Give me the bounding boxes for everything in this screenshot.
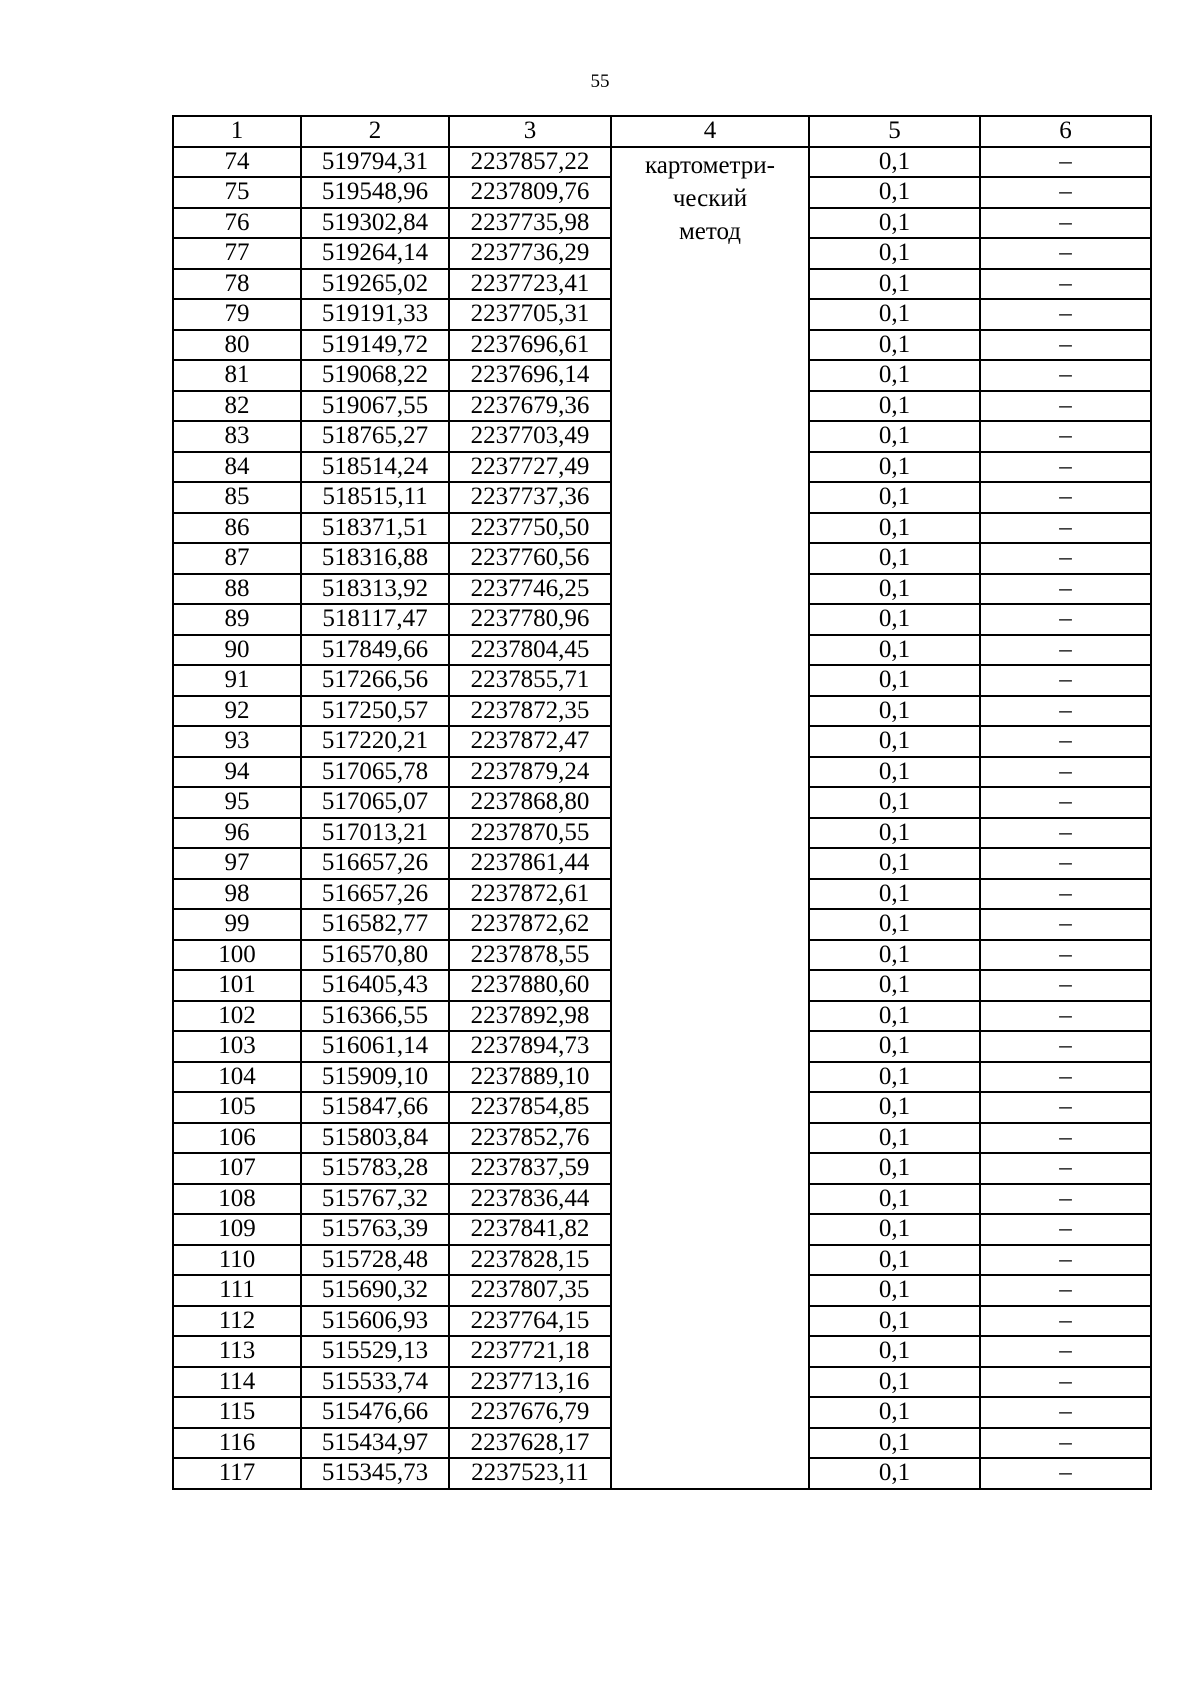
cell-x-coordinate: 516405,43 [301, 970, 449, 1001]
cell-point-number: 101 [173, 970, 301, 1001]
cell-point-number: 100 [173, 940, 301, 971]
cell-y-coordinate: 2237841,82 [449, 1214, 611, 1245]
cell-x-coordinate: 518313,92 [301, 574, 449, 605]
cell-accuracy: 0,1 [809, 482, 980, 513]
cell-y-coordinate: 2237854,85 [449, 1092, 611, 1123]
cell-point-number: 114 [173, 1367, 301, 1398]
cell-point-number: 89 [173, 604, 301, 635]
method-text-line: метод [678, 217, 741, 245]
cell-x-coordinate: 515767,32 [301, 1184, 449, 1215]
cell-x-coordinate: 517250,57 [301, 696, 449, 727]
cell-note: – [980, 177, 1151, 208]
cell-y-coordinate: 2237723,41 [449, 269, 611, 300]
table-row [173, 147, 1151, 178]
cell-y-coordinate: 2237868,80 [449, 787, 611, 818]
cell-note: – [980, 1092, 1151, 1123]
cell-x-coordinate: 516657,26 [301, 848, 449, 879]
cell-point-number: 79 [173, 299, 301, 330]
cell-accuracy: 0,1 [809, 391, 980, 422]
cell-x-coordinate: 518316,88 [301, 543, 449, 574]
coordinates-table [172, 115, 1152, 1490]
cell-point-number: 93 [173, 726, 301, 757]
cell-x-coordinate: 516366,55 [301, 1001, 449, 1032]
cell-x-coordinate: 515434,97 [301, 1428, 449, 1459]
cell-note: – [980, 1428, 1151, 1459]
cell-note: – [980, 391, 1151, 422]
cell-point-number: 104 [173, 1062, 301, 1093]
cell-point-number: 111 [173, 1275, 301, 1306]
cell-x-coordinate: 518117,47 [301, 604, 449, 635]
cell-y-coordinate: 2237894,73 [449, 1031, 611, 1062]
cell-note: – [980, 940, 1151, 971]
cell-x-coordinate: 515606,93 [301, 1306, 449, 1337]
cell-note: – [980, 604, 1151, 635]
table-body [173, 116, 1151, 1489]
header-cell-3: 3 [449, 116, 611, 147]
cell-point-number: 84 [173, 452, 301, 483]
cell-y-coordinate: 2237837,59 [449, 1153, 611, 1184]
cell-accuracy: 0,1 [809, 574, 980, 605]
header-cell-2: 2 [301, 116, 449, 147]
cell-x-coordinate: 516570,80 [301, 940, 449, 971]
cell-accuracy: 0,1 [809, 757, 980, 788]
cell-y-coordinate: 2237703,49 [449, 421, 611, 452]
cell-point-number: 116 [173, 1428, 301, 1459]
cell-point-number: 110 [173, 1245, 301, 1276]
cell-x-coordinate: 516582,77 [301, 909, 449, 940]
cell-point-number: 98 [173, 879, 301, 910]
cell-note: – [980, 1275, 1151, 1306]
header-row [173, 116, 1151, 147]
cell-note: – [980, 1397, 1151, 1428]
cell-y-coordinate: 2237676,79 [449, 1397, 611, 1428]
header-cell-1: 1 [173, 116, 301, 147]
cell-x-coordinate: 515533,74 [301, 1367, 449, 1398]
cell-accuracy: 0,1 [809, 421, 980, 452]
cell-accuracy: 0,1 [809, 635, 980, 666]
cell-x-coordinate: 515909,10 [301, 1062, 449, 1093]
cell-note: – [980, 757, 1151, 788]
cell-y-coordinate: 2237878,55 [449, 940, 611, 971]
cell-accuracy: 0,1 [809, 1214, 980, 1245]
cell-note: – [980, 1245, 1151, 1276]
cell-x-coordinate: 515783,28 [301, 1153, 449, 1184]
cell-accuracy: 0,1 [809, 726, 980, 757]
cell-x-coordinate: 515728,48 [301, 1245, 449, 1276]
cell-y-coordinate: 2237696,14 [449, 360, 611, 391]
cell-x-coordinate: 515803,84 [301, 1123, 449, 1154]
cell-x-coordinate: 517065,78 [301, 757, 449, 788]
cell-point-number: 106 [173, 1123, 301, 1154]
cell-accuracy: 0,1 [809, 1275, 980, 1306]
cell-point-number: 96 [173, 818, 301, 849]
cell-point-number: 88 [173, 574, 301, 605]
cell-note: – [980, 1123, 1151, 1154]
cell-point-number: 113 [173, 1336, 301, 1367]
cell-y-coordinate: 2237880,60 [449, 970, 611, 1001]
cell-accuracy: 0,1 [809, 879, 980, 910]
cell-note: – [980, 818, 1151, 849]
cell-note: – [980, 879, 1151, 910]
cell-accuracy: 0,1 [809, 238, 980, 269]
cell-point-number: 76 [173, 208, 301, 239]
cell-x-coordinate: 518765,27 [301, 421, 449, 452]
cell-note: – [980, 1214, 1151, 1245]
cell-note: – [980, 574, 1151, 605]
cell-note: – [980, 360, 1151, 391]
cell-x-coordinate: 519191,33 [301, 299, 449, 330]
cell-accuracy: 0,1 [809, 1092, 980, 1123]
cell-note: – [980, 1062, 1151, 1093]
cell-point-number: 77 [173, 238, 301, 269]
cell-point-number: 115 [173, 1397, 301, 1428]
cell-accuracy: 0,1 [809, 696, 980, 727]
cell-point-number: 95 [173, 787, 301, 818]
cell-point-number: 91 [173, 665, 301, 696]
cell-note: – [980, 299, 1151, 330]
cell-note: – [980, 208, 1151, 239]
cell-accuracy: 0,1 [809, 1336, 980, 1367]
cell-x-coordinate: 515690,32 [301, 1275, 449, 1306]
cell-x-coordinate: 516061,14 [301, 1031, 449, 1062]
cell-accuracy: 0,1 [809, 147, 980, 178]
cell-point-number: 94 [173, 757, 301, 788]
cell-point-number: 99 [173, 909, 301, 940]
cell-x-coordinate: 519302,84 [301, 208, 449, 239]
cell-y-coordinate: 2237889,10 [449, 1062, 611, 1093]
cell-y-coordinate: 2237872,47 [449, 726, 611, 757]
cell-note: – [980, 1184, 1151, 1215]
cell-accuracy: 0,1 [809, 1184, 980, 1215]
cell-point-number: 86 [173, 513, 301, 544]
cell-x-coordinate: 517849,66 [301, 635, 449, 666]
cell-note: – [980, 909, 1151, 940]
cell-y-coordinate: 2237746,25 [449, 574, 611, 605]
cell-accuracy: 0,1 [809, 330, 980, 361]
cell-note: – [980, 269, 1151, 300]
cell-point-number: 109 [173, 1214, 301, 1245]
cell-accuracy: 0,1 [809, 940, 980, 971]
cell-x-coordinate: 519264,14 [301, 238, 449, 269]
header-cell-6: 6 [980, 116, 1151, 147]
cell-y-coordinate: 2237836,44 [449, 1184, 611, 1215]
cell-y-coordinate: 2237735,98 [449, 208, 611, 239]
cell-y-coordinate: 2237809,76 [449, 177, 611, 208]
cell-accuracy: 0,1 [809, 787, 980, 818]
cell-point-number: 75 [173, 177, 301, 208]
cell-accuracy: 0,1 [809, 909, 980, 940]
cell-note: – [980, 238, 1151, 269]
cell-y-coordinate: 2237857,22 [449, 147, 611, 178]
method-text-line: картометри- [644, 151, 775, 179]
cell-x-coordinate: 519149,72 [301, 330, 449, 361]
cell-x-coordinate: 515529,13 [301, 1336, 449, 1367]
cell-point-number: 117 [173, 1458, 301, 1489]
cell-note: – [980, 513, 1151, 544]
method-text-line: ческий [672, 184, 748, 212]
cell-point-number: 90 [173, 635, 301, 666]
cell-accuracy: 0,1 [809, 665, 980, 696]
cell-x-coordinate: 517220,21 [301, 726, 449, 757]
cell-y-coordinate: 2237764,15 [449, 1306, 611, 1337]
cell-accuracy: 0,1 [809, 848, 980, 879]
cell-point-number: 83 [173, 421, 301, 452]
cell-note: – [980, 635, 1151, 666]
cell-y-coordinate: 2237727,49 [449, 452, 611, 483]
cell-x-coordinate: 518371,51 [301, 513, 449, 544]
cell-note: – [980, 1306, 1151, 1337]
header-cell-5: 5 [809, 116, 980, 147]
cell-accuracy: 0,1 [809, 299, 980, 330]
cell-x-coordinate: 517065,07 [301, 787, 449, 818]
cell-point-number: 92 [173, 696, 301, 727]
cell-y-coordinate: 2237852,76 [449, 1123, 611, 1154]
cell-y-coordinate: 2237628,17 [449, 1428, 611, 1459]
cell-accuracy: 0,1 [809, 177, 980, 208]
cell-accuracy: 0,1 [809, 1245, 980, 1276]
cell-y-coordinate: 2237892,98 [449, 1001, 611, 1032]
cell-x-coordinate: 518514,24 [301, 452, 449, 483]
cell-note: – [980, 1458, 1151, 1489]
cell-point-number: 102 [173, 1001, 301, 1032]
cell-accuracy: 0,1 [809, 1001, 980, 1032]
cell-note: – [980, 543, 1151, 574]
cell-y-coordinate: 2237855,71 [449, 665, 611, 696]
cell-y-coordinate: 2237828,15 [449, 1245, 611, 1276]
cell-accuracy: 0,1 [809, 1062, 980, 1093]
cell-x-coordinate: 519068,22 [301, 360, 449, 391]
cell-y-coordinate: 2237861,44 [449, 848, 611, 879]
cell-accuracy: 0,1 [809, 1306, 980, 1337]
cell-y-coordinate: 2237872,61 [449, 879, 611, 910]
cell-x-coordinate: 515345,73 [301, 1458, 449, 1489]
cell-point-number: 112 [173, 1306, 301, 1337]
cell-accuracy: 0,1 [809, 1031, 980, 1062]
cell-y-coordinate: 2237870,55 [449, 818, 611, 849]
cell-note: – [980, 482, 1151, 513]
cell-point-number: 87 [173, 543, 301, 574]
cell-y-coordinate: 2237737,36 [449, 482, 611, 513]
cell-x-coordinate: 517013,21 [301, 818, 449, 849]
cell-note: – [980, 696, 1151, 727]
cell-point-number: 78 [173, 269, 301, 300]
cell-y-coordinate: 2237872,35 [449, 696, 611, 727]
cell-accuracy: 0,1 [809, 970, 980, 1001]
cell-accuracy: 0,1 [809, 1458, 980, 1489]
cell-x-coordinate: 516657,26 [301, 879, 449, 910]
cell-x-coordinate: 517266,56 [301, 665, 449, 696]
cell-note: – [980, 787, 1151, 818]
cell-x-coordinate: 519067,55 [301, 391, 449, 422]
cell-point-number: 108 [173, 1184, 301, 1215]
cell-x-coordinate: 515847,66 [301, 1092, 449, 1123]
cell-point-number: 82 [173, 391, 301, 422]
cell-x-coordinate: 519265,02 [301, 269, 449, 300]
cell-accuracy: 0,1 [809, 452, 980, 483]
cell-y-coordinate: 2237721,18 [449, 1336, 611, 1367]
cell-note: – [980, 330, 1151, 361]
cell-note: – [980, 1001, 1151, 1032]
cell-y-coordinate: 2237736,29 [449, 238, 611, 269]
cell-x-coordinate: 519548,96 [301, 177, 449, 208]
cell-note: – [980, 1367, 1151, 1398]
cell-accuracy: 0,1 [809, 1123, 980, 1154]
cell-point-number: 97 [173, 848, 301, 879]
cell-y-coordinate: 2237679,36 [449, 391, 611, 422]
cell-y-coordinate: 2237750,50 [449, 513, 611, 544]
cell-y-coordinate: 2237879,24 [449, 757, 611, 788]
cell-note: – [980, 665, 1151, 696]
cell-accuracy: 0,1 [809, 513, 980, 544]
cell-y-coordinate: 2237705,31 [449, 299, 611, 330]
cell-point-number: 80 [173, 330, 301, 361]
cell-accuracy: 0,1 [809, 818, 980, 849]
cell-accuracy: 0,1 [809, 1428, 980, 1459]
cell-y-coordinate: 2237713,16 [449, 1367, 611, 1398]
cell-note: – [980, 421, 1151, 452]
cell-note: – [980, 726, 1151, 757]
cell-point-number: 105 [173, 1092, 301, 1123]
cell-note: – [980, 970, 1151, 1001]
cell-x-coordinate: 515763,39 [301, 1214, 449, 1245]
cell-y-coordinate: 2237804,45 [449, 635, 611, 666]
cell-point-number: 81 [173, 360, 301, 391]
cell-x-coordinate: 519794,31 [301, 147, 449, 178]
cell-point-number: 103 [173, 1031, 301, 1062]
cell-accuracy: 0,1 [809, 543, 980, 574]
cell-accuracy: 0,1 [809, 208, 980, 239]
cell-accuracy: 0,1 [809, 269, 980, 300]
cell-point-number: 107 [173, 1153, 301, 1184]
header-cell-4: 4 [611, 116, 809, 147]
cell-accuracy: 0,1 [809, 360, 980, 391]
cell-point-number: 85 [173, 482, 301, 513]
cell-y-coordinate: 2237696,61 [449, 330, 611, 361]
cell-accuracy: 0,1 [809, 604, 980, 635]
cell-note: – [980, 147, 1151, 178]
cell-point-number: 74 [173, 147, 301, 178]
cell-y-coordinate: 2237780,96 [449, 604, 611, 635]
page-number: 55 [590, 71, 610, 92]
cell-note: – [980, 1336, 1151, 1367]
method-cell [611, 147, 809, 1489]
cell-accuracy: 0,1 [809, 1153, 980, 1184]
cell-y-coordinate: 2237872,62 [449, 909, 611, 940]
cell-note: – [980, 1153, 1151, 1184]
cell-accuracy: 0,1 [809, 1397, 980, 1428]
cell-x-coordinate: 518515,11 [301, 482, 449, 513]
cell-note: – [980, 1031, 1151, 1062]
cell-y-coordinate: 2237807,35 [449, 1275, 611, 1306]
cell-accuracy: 0,1 [809, 1367, 980, 1398]
cell-y-coordinate: 2237523,11 [449, 1458, 611, 1489]
cell-y-coordinate: 2237760,56 [449, 543, 611, 574]
cell-note: – [980, 452, 1151, 483]
cell-note: – [980, 848, 1151, 879]
cell-x-coordinate: 515476,66 [301, 1397, 449, 1428]
